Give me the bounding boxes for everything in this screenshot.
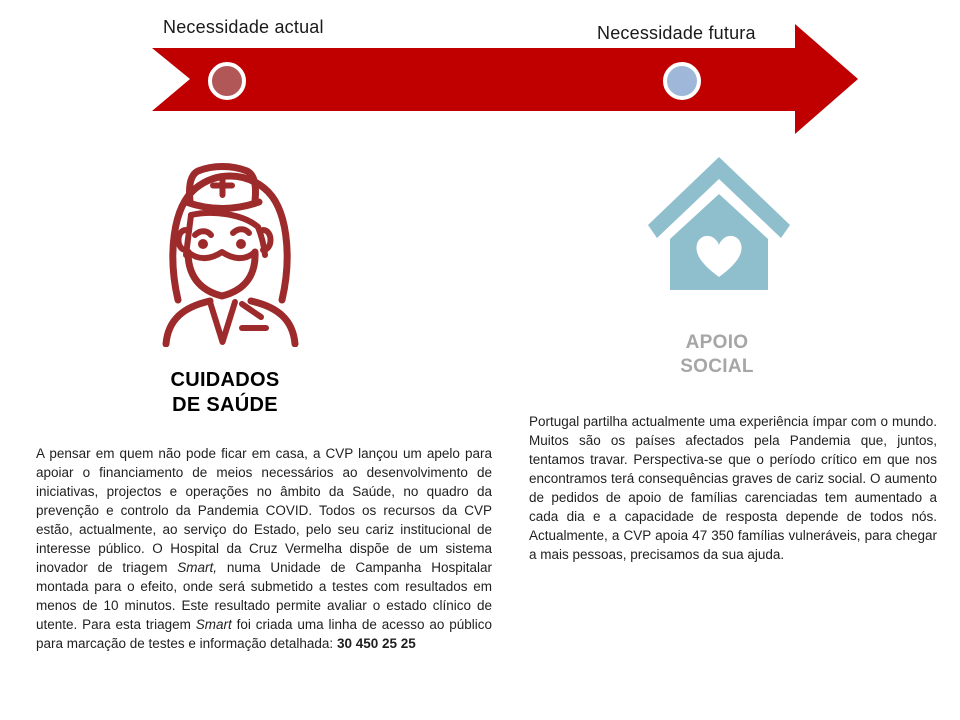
- house-heart-icon: [648, 155, 790, 295]
- health-paragraph-segment: A pensar em quem não pode ficar em casa, a CVP lançou um apelo para apoiar o financiamento de meios necessários ao desenvolvimento de iniciativas, projectos e operações no âmbito da Saúde, no quadro da prevenção e controlo da Pandemia COVID. Todos os recursos da CVP estão, actualmente, ao serviço do Estado, pelo seu cariz institucional de interesse público. O Hospital da Cruz Vermelha dispõe de um sistema inovador de triagem: [36, 446, 492, 575]
- social-title-line1: APOIO: [685, 332, 749, 353]
- health-paragraph-segment: foi criada uma linha de acesso ao público para marcação de testes e informação detalhada:: [36, 617, 492, 651]
- health-paragraph: [36, 444, 492, 653]
- health-paragraph-segment-italic: Smart: [195, 617, 232, 632]
- phone-number: 30 450 25 25: [336, 636, 416, 651]
- timeline-arrow: [150, 20, 862, 138]
- future-need-marker-icon: [665, 64, 699, 98]
- current-need-marker-icon: [210, 64, 244, 98]
- health-paragraph-segment-italic: Smart,: [177, 560, 218, 575]
- timeline-label-current: Necessidade actual: [163, 17, 324, 37]
- health-title-line1: CUIDADOS: [170, 369, 280, 391]
- nurse-icon: [158, 152, 303, 347]
- social-paragraph: Portugal partilha actualmente uma experiência ímpar com o mundo. Muitos são os países afectados pela Pandemia que, juntos, tentamos travar. Perspectiva-se que o período crítico em que nos encontramos terá consequências graves de cariz social. O aumento de pedidos de apoio de famílias carenciadas tem aumentado a cada dia e a capacidade de resposta depende de todos nós. Actualmente, a CVP apoia 47 350 famílias vulneráveis, para chegar a mais pessoas, precisamos da sua ajuda.: [529, 414, 937, 562]
- social-section-title: [647, 331, 787, 379]
- health-section-title: [125, 368, 325, 418]
- timeline-label-future: Necessidade futura: [597, 23, 756, 43]
- social-title-line2: SOCIAL: [680, 356, 754, 377]
- health-paragraph-segment: numa Unidade de Campanha Hospitalar montada para o efeito, onde será submetido a testes com resultados em menos de 10 minutos. Este resultado permite avaliar o estado clínico de utente. Para esta triagem: [36, 560, 492, 632]
- arrow-shape: [152, 24, 858, 134]
- health-title-line2: DE SAÚDE: [172, 394, 278, 416]
